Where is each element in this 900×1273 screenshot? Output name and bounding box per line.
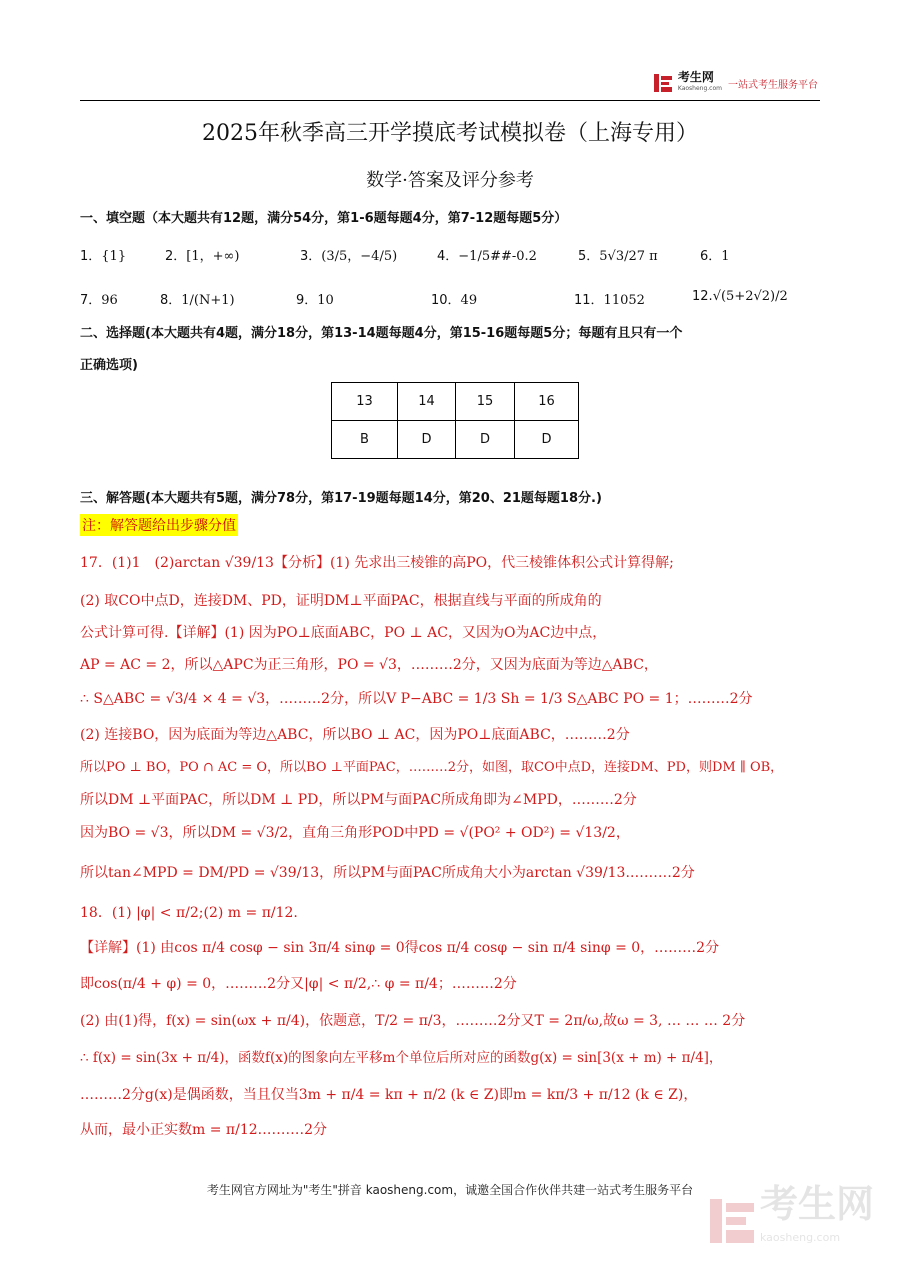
solution-line: 【详解】(1) 由cos π/4 cosφ − sin 3π/4 sinφ = 0得cos π/4 cosφ − sin π/4 sinφ = 0，………2分	[80, 940, 720, 956]
fill-answer-2: 2．[1，+∞)	[165, 249, 240, 264]
fill-answer-9: 9．10	[296, 293, 334, 308]
solution-line: (2) 取CO中点D，连接DM、PD，证明DM⊥平面PAC，根据直线与平面的所成角的	[80, 593, 602, 609]
brand-logo	[654, 72, 818, 94]
solution-line: 公式计算可得.【详解】(1) 因为PO⊥底面ABC，PO ⊥ AC，又因为O为AC边中点，	[80, 625, 607, 641]
solution-line: 17．(1)1 (2)arctan √39/13【分析】(1) 先求出三棱锥的高PO，代三棱锥体积公式计算得解;	[80, 555, 674, 571]
watermark-text: 考生网 kaosheng.com	[760, 1187, 874, 1255]
solution-line: AP = AC = 2，所以△APC为正三角形，PO = √3，………2分，又因为底面为等边△ABC，	[80, 657, 658, 673]
solution-line: 所以PO ⊥ BO，PO ∩ AC = O，所以BO ⊥平面PAC，………2分，如图，取CO中点D，连接DM、PD，则DM ∥ OB，	[80, 760, 784, 775]
solution-line: ∴ S△ABC = √3/4 × 4 = √3，………2分，所以V P−ABC = 1/3 Sh = 1/3 S△ABC PO = 1；………2分	[80, 691, 753, 707]
solution-line: 从而，最小正实数m = π/12.………2分	[80, 1122, 327, 1138]
fill-section-heading: 一、填空题（本大题共有12题，满分54分，第1-6题每题4分，第7-12题每题5分）	[80, 211, 568, 226]
solution-line: 所以DM ⊥平面PAC，所以DM ⊥ PD，所以PM与面PAC所成角即为∠MPD，………2分	[80, 792, 637, 808]
solution-line: ∴ f(x) = sin(3x + π/4)，函数f(x)的图象向左平移m个单位后所对应的函数g(x) = sin[3(x + m) + π/4]，	[80, 1050, 723, 1066]
table-row	[332, 383, 579, 421]
fill-answer-5: 5．5√3/27 π	[578, 249, 658, 264]
fill-answer-1: 1．{1}	[80, 249, 127, 264]
table-cell: D	[515, 421, 579, 459]
header-divider	[80, 100, 820, 101]
solution-line: 因为BO = √3，所以DM = √3/2，直角三角形POD中PD = √(PO² + OD²) = √13/2，	[80, 825, 630, 841]
watermark	[710, 1182, 874, 1255]
table-cell: D	[398, 421, 456, 459]
solution-line: (2) 由(1)得，f(x) = sin(ωx + π/4)，依题意，T/2 = π/3，………2分又T = 2π/ω,故ω = 3, … … … 2分	[80, 1013, 746, 1029]
watermark-sub: kaosheng.com	[759, 1231, 841, 1244]
brand-mark-icon	[654, 74, 672, 92]
choice-section-heading-cont: 正确选项)	[80, 358, 138, 373]
choice-section-heading: 二、选择题(本大题共有4题，满分18分，第13-14题每题4分，第15-16题每题5分；每题有且只有一个	[80, 326, 683, 341]
solution-line: (2) 连接BO，因为底面为等边△ABC，所以BO ⊥ AC，因为PO⊥底面ABC，………2分	[80, 727, 630, 743]
table-cell: 16	[515, 383, 579, 421]
table-row	[332, 421, 579, 459]
table-cell: 13	[332, 383, 398, 421]
fill-answer-12: 12.√(5+2√2)/2	[692, 289, 788, 304]
page-subtitle: 数学·答案及评分参考	[366, 170, 534, 191]
solution-line: 即cos(π/4 + φ) = 0，………2分又|φ| < π/2,∴ φ = π/4；………2分	[80, 976, 517, 992]
fill-answer-3: 3．(3/5，−4/5)	[300, 249, 398, 264]
choice-answer-table	[331, 382, 579, 459]
fill-answer-10: 10．49	[431, 293, 478, 308]
fill-answer-6: 6．1	[700, 249, 730, 264]
fill-answer-7: 7．96	[80, 293, 118, 308]
brand-sub: Kaosheng.com	[677, 85, 722, 92]
solve-section-heading: 三、解答题(本大题共有5题，满分78分，第17-19题每题14分，第20、21题每题18分.)	[80, 491, 602, 506]
solution-line: ………2分g(x)是偶函数，当且仅当3m + π/4 = kπ + π/2 (k ∈ Z)即m = kπ/3 + π/12 (k ∈ Z)，	[80, 1087, 698, 1103]
watermark-mark-icon	[710, 1199, 754, 1243]
table-cell: 15	[456, 383, 515, 421]
brand-name: 考生网 Kaosheng.com	[677, 70, 722, 92]
table-cell: B	[332, 421, 398, 459]
fill-answer-11: 11．11052	[574, 293, 645, 308]
table-cell: 14	[398, 383, 456, 421]
page-footer: 考生网官方网址为"考生"拼音 kaosheng.com，诚邀全国合作伙伴共建一站式考生服务平台	[206, 1183, 694, 1197]
page-title: 2025年秋季高三开学摸底考试模拟卷（上海专用）	[202, 121, 698, 146]
table-cell: D	[456, 421, 515, 459]
solution-line: 所以tan∠MPD = DM/PD = √39/13，所以PM与面PAC所成角大小为arctan √39/13.………2分	[80, 865, 695, 881]
solution-line: 18．(1) |φ| < π/2;(2) m = π/12.	[80, 905, 298, 921]
scoring-note: 注：解答题给出步骤分值	[80, 514, 238, 536]
brand-slogan: 一站式考生服务平台	[728, 79, 818, 91]
fill-answer-4: 4．−1/5##-0.2	[437, 249, 537, 264]
fill-answer-8: 8．1/(N+1)	[160, 293, 235, 308]
